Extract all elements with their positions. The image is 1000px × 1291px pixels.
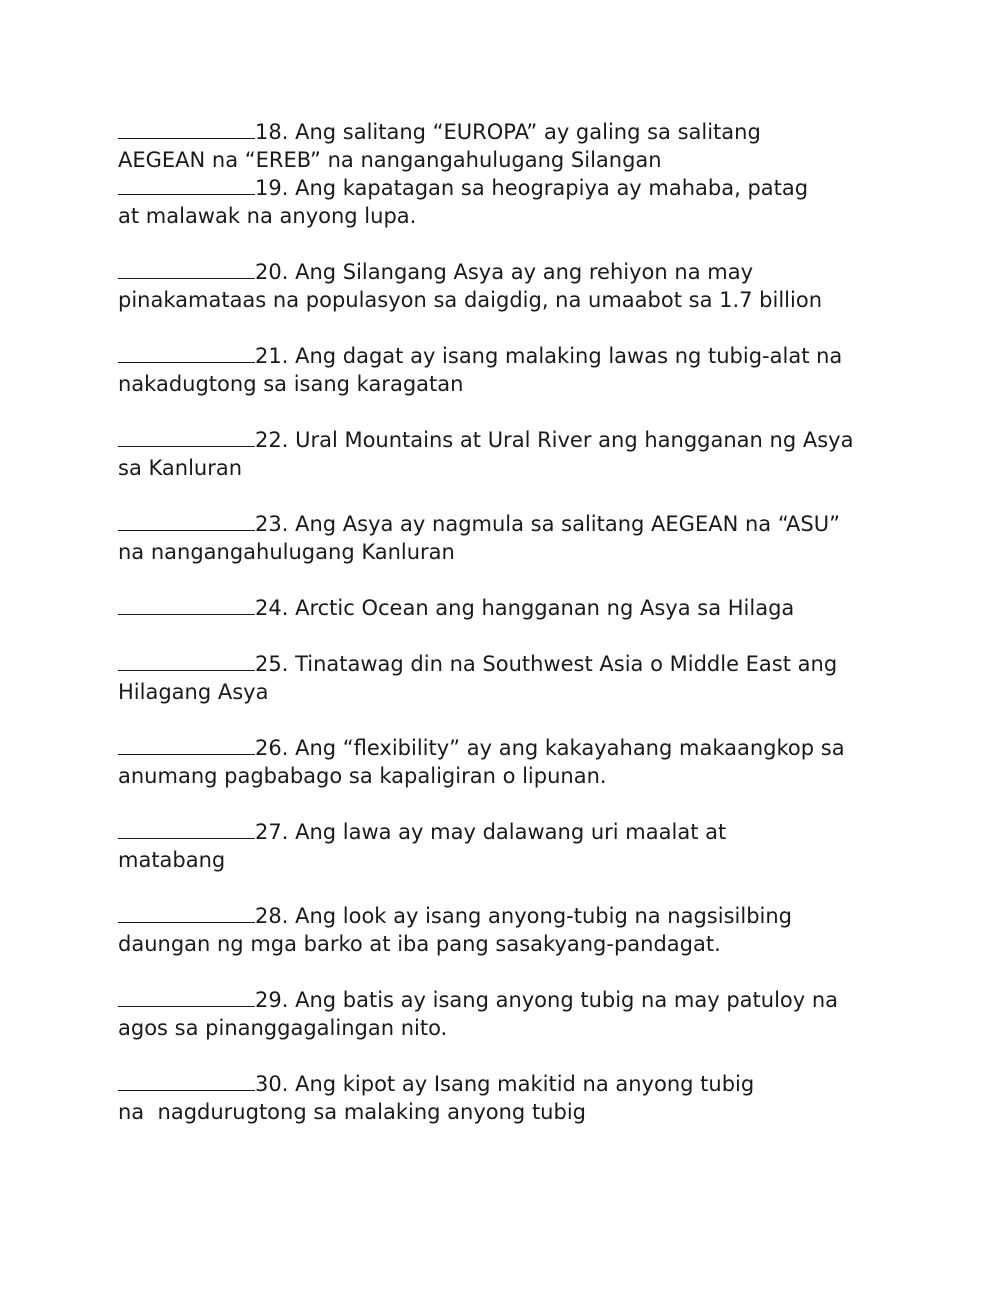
question-text-continued: sa Kanluran [118, 456, 243, 480]
question-text: Ang salitang “EUROPA” ay galing sa salitang [288, 120, 761, 144]
question-line [118, 734, 898, 762]
question-24 [118, 594, 898, 622]
question-number: 21. [255, 344, 289, 368]
question-line [118, 594, 898, 622]
question-number: 29. [255, 988, 289, 1012]
answer-blank[interactable] [118, 510, 255, 531]
question-number: 18. [255, 120, 289, 144]
answer-blank[interactable] [118, 902, 255, 923]
question-line [118, 818, 898, 846]
question-text-continued: anumang pagbabago sa kapaligiran o lipunan. [118, 764, 607, 788]
question-text: Ang look ay isang anyong-tubig na nagsisilbing [288, 904, 792, 928]
question-19 [118, 174, 898, 230]
question-23 [118, 510, 898, 566]
question-text: Ang kapatagan sa heograpiya ay mahaba, patag [288, 176, 809, 200]
question-21 [118, 342, 898, 398]
question-number: 23. [255, 512, 289, 536]
question-number: 27. [255, 820, 289, 844]
question-line [118, 902, 898, 930]
answer-blank[interactable] [118, 734, 255, 755]
question-number: 25. [255, 652, 289, 676]
question-text-continued: daungan ng mga barko at iba pang sasakyang-pandagat. [118, 932, 721, 956]
question-number: 24. [255, 596, 289, 620]
question-line [118, 1070, 898, 1098]
answer-blank[interactable] [118, 1070, 255, 1091]
question-line [118, 258, 898, 286]
worksheet [118, 118, 898, 1126]
question-text: Ang “flexibility” ay ang kakayahang makaangkop sa [288, 736, 845, 760]
question-line [118, 510, 898, 538]
question-line [118, 342, 898, 370]
question-line [118, 986, 898, 1014]
question-text-continued: Hilagang Asya [118, 680, 269, 704]
question-29 [118, 986, 898, 1042]
question-line [118, 650, 898, 678]
question-text: Ang lawa ay may dalawang uri maalat at [288, 820, 727, 844]
question-line [118, 118, 898, 146]
question-text: Arctic Ocean ang hangganan ng Asya sa Hilaga [288, 596, 795, 620]
question-30 [118, 1070, 898, 1126]
question-text-continued: matabang [118, 848, 226, 872]
question-number: 22. [255, 428, 289, 452]
answer-blank[interactable] [118, 818, 255, 839]
question-number: 26. [255, 736, 289, 760]
question-number: 28. [255, 904, 289, 928]
answer-blank[interactable] [118, 174, 255, 195]
question-text-continued: na nagdurugtong sa malaking anyong tubig [118, 1100, 586, 1124]
question-27 [118, 818, 898, 874]
question-20 [118, 258, 898, 314]
question-number: 19. [255, 176, 289, 200]
question-text-continued: agos sa pinanggagalingan nito. [118, 1016, 448, 1040]
question-text: Ang kipot ay Isang makitid na anyong tubig [288, 1072, 755, 1096]
question-text-continued: AEGEAN na “EREB” na nangangahulugang Silangan [118, 148, 662, 172]
question-number: 30. [255, 1072, 289, 1096]
answer-blank[interactable] [118, 258, 255, 279]
question-text: Tinatawag din na Southwest Asia o Middle East ang [288, 652, 838, 676]
question-text-continued: at malawak na anyong lupa. [118, 204, 417, 228]
question-number: 20. [255, 260, 289, 284]
answer-blank[interactable] [118, 986, 255, 1007]
question-text: Ang batis ay isang anyong tubig na may patuloy na [288, 988, 839, 1012]
question-28 [118, 902, 898, 958]
question-text: Ang Asya ay nagmula sa salitang AEGEAN na “ASU” [288, 512, 840, 536]
question-text: Ang dagat ay isang malaking lawas ng tubig-alat na [288, 344, 843, 368]
answer-blank[interactable] [118, 594, 255, 615]
answer-blank[interactable] [118, 118, 255, 139]
question-22 [118, 426, 898, 482]
question-text-continued: nakadugtong sa isang karagatan [118, 372, 464, 396]
question-text-continued: pinakamataas na populasyon sa daigdig, na umaabot sa 1.7 billion [118, 288, 823, 312]
question-text: Ang Silangang Asya ay ang rehiyon na may [288, 260, 753, 284]
answer-blank[interactable] [118, 426, 255, 447]
question-25 [118, 650, 898, 706]
question-18 [118, 118, 898, 174]
answer-blank[interactable] [118, 342, 255, 363]
answer-blank[interactable] [118, 650, 255, 671]
question-line [118, 426, 898, 454]
question-line [118, 174, 898, 202]
question-text-continued: na nangangahulugang Kanluran [118, 540, 455, 564]
question-26 [118, 734, 898, 790]
question-text: Ural Mountains at Ural River ang hangganan ng Asya [288, 428, 854, 452]
